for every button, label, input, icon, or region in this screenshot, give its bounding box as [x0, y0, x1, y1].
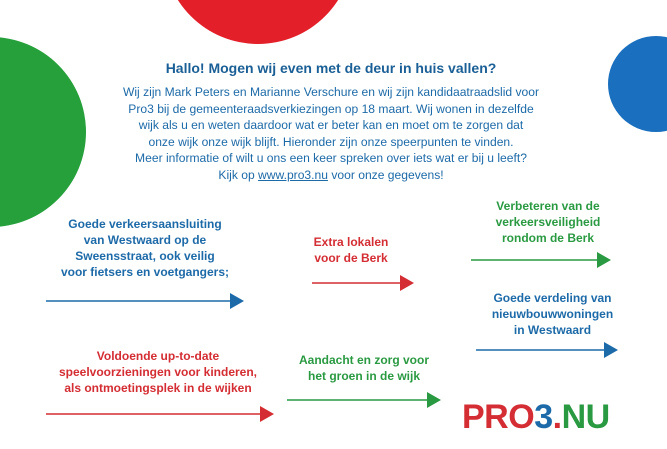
intro-line: Meer informatie of wilt u ons een keer spreken over iets wat er bij u leeft?: [135, 151, 527, 165]
intro-line: onze wijk onze wijk blijft. Hieronder zijn onze speerpunten te vinden.: [148, 134, 514, 149]
logo-dot: .: [552, 398, 562, 436]
point-line: verkeersveiligheid: [495, 215, 601, 229]
point-line: het groen in de wijk: [307, 369, 420, 383]
intro-line: Pro3 bij de gemeenteraadsverkiezingen op 18 maart. Wij wonen in dezelfde: [128, 101, 534, 116]
blue-arrow-icon: [46, 292, 246, 310]
intro-last-prefix: Kijk op: [218, 167, 259, 182]
point-line: speelvoorzieningen voor kinderen,: [58, 365, 258, 379]
point-line: Aandacht en zorg voor: [298, 353, 429, 367]
red-circle-decoration: [163, 0, 353, 44]
point-line: voor de Berk: [314, 251, 388, 265]
intro-last-suffix: voor onze gegevens!: [327, 167, 444, 182]
point-line: Voldoende up-to-date: [96, 349, 220, 363]
intro-line: wijk als u en weten daardoor wat er beter kan en moet om te zorgen dat: [138, 118, 524, 132]
intro-block: [85, 60, 577, 183]
green-arrow-icon: [471, 251, 615, 269]
point-line: voor fietsers en voetgangers;: [60, 265, 230, 279]
point-line: rondom de Berk: [501, 231, 594, 245]
point-extra-classrooms: [296, 234, 406, 266]
green-circle-decoration: [0, 37, 86, 227]
red-arrow-icon: [312, 274, 416, 292]
blue-circle-decoration: [608, 36, 667, 132]
logo-nu: NU: [561, 398, 610, 436]
point-housing-distribution: [465, 290, 640, 338]
point-line: als ontmoetingsplek in de wijken: [64, 381, 252, 395]
point-line: van Westwaard op de: [83, 233, 207, 247]
point-line: Goede verkeersaansluiting: [68, 217, 222, 231]
intro-line: Wij zijn Mark Peters en Marianne Verschure en wij zijn kandidaatraadslid voor: [122, 85, 540, 99]
point-line: Goede verdeling van: [493, 291, 612, 305]
red-arrow-icon: [46, 405, 278, 423]
point-line: nieuwbouwwoningen: [491, 307, 614, 321]
green-arrow-icon: [287, 391, 445, 409]
website-link[interactable]: www.pro3.nu: [258, 167, 328, 182]
point-line: Sweensstraat, ook veilig: [75, 249, 215, 263]
intro-last-line: [85, 167, 577, 184]
point-traffic-connection: [40, 216, 250, 280]
point-line: Extra lokalen: [313, 235, 389, 249]
logo-three: 3: [534, 398, 553, 436]
intro-title: Hallo! Mogen wij even met de deur in huis vallen?: [165, 60, 497, 76]
point-line: Verbeteren van de: [496, 199, 600, 213]
point-playgrounds: [38, 348, 278, 396]
logo-pro: PRO: [462, 398, 535, 436]
point-green-spaces: [284, 352, 444, 384]
intro-text: [85, 84, 577, 183]
point-traffic-safety: [468, 198, 628, 246]
pro3-logo: [462, 397, 610, 437]
point-line: in Westwaard: [513, 323, 592, 337]
blue-arrow-icon: [476, 341, 622, 359]
